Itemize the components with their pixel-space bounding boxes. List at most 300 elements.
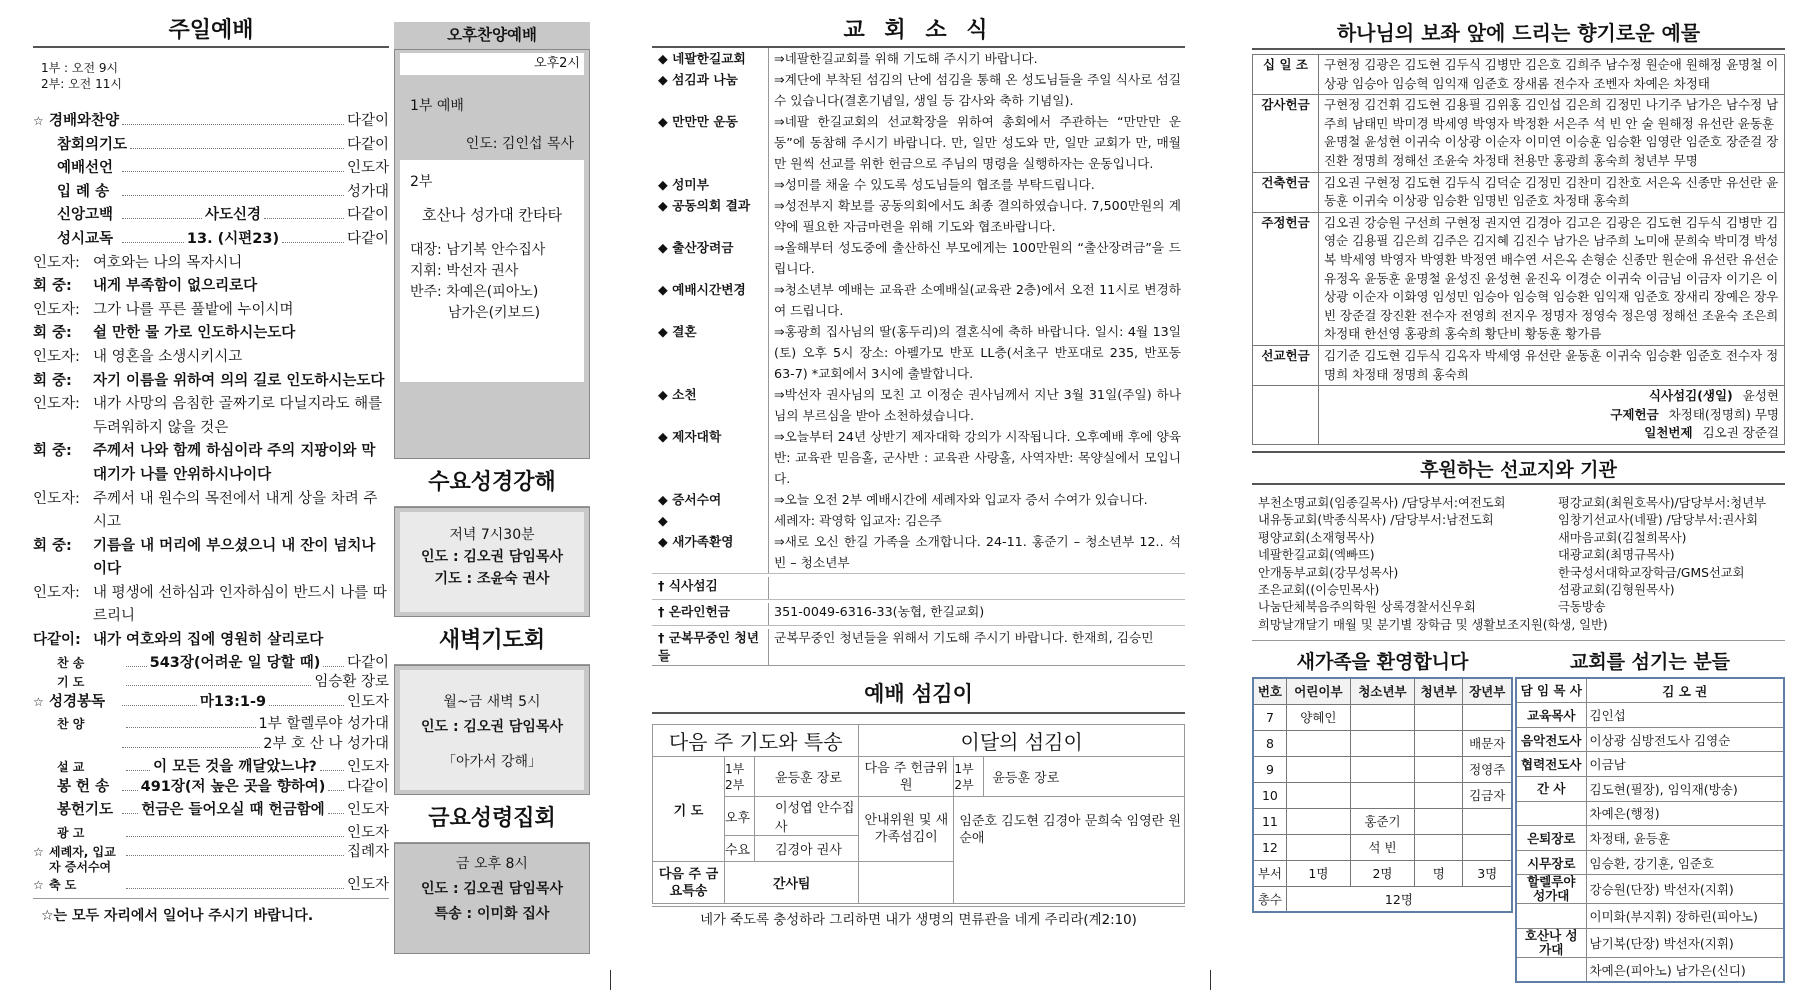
leader-dots <box>122 182 344 196</box>
worship-item-label: 신앙고백 <box>57 207 114 224</box>
worship-item-label: 세례자, 입교자 증서수여 <box>49 845 116 875</box>
worship-item-leader: 인도자 <box>346 877 389 894</box>
newcomers-cell: 11 <box>1253 808 1286 834</box>
news-item-label: ◆ 공동의회 결과 <box>652 195 769 237</box>
news-item-text: ⇒올해부터 성도중에 출산하신 부모에게는 100만원의 “출산장려금”을 드립니다. <box>774 240 1181 276</box>
leader-dots <box>282 229 344 243</box>
reading-text: 기름을 내 머리에 부으셨으니 내 잔이 넘치나이다 <box>93 537 376 578</box>
newcomers-row <box>1253 834 1512 860</box>
offering-names: 김오권 강승원 구선희 구현정 권지연 김경아 김고은 김광은 김도현 김두식 김병만 김영순 김용필 김은희 김주은 김지혜 김진수 남가은 남주희 노미애 문희숙 박미경 박성복 박세영 박영자 박영환 박정연 배수연 서은옥 손형순 신종만 원순애 유선란 유선순 유정옥 윤동훈 윤명철 윤성진 윤성현 윤진옥 이경순 이귀숙 이금님 이금자 이기은 이상광 이순자 이화영 임성민 임승아 임승혁 임승환 임익재 임준호 장새리 장예은 장우빈 장준걸 장진환 전수자 전영희 전지우 정명자 정영숙 정은영 정해선 조윤숙 조은희 차정태 한선영 홍광희 홍숙희 황단비 황동훈 황가름 <box>1319 212 1785 345</box>
servant-row <box>1516 727 1784 752</box>
reading-text: 쉴 만한 물 가로 인도하시는도다 <box>93 325 296 342</box>
part1-leader: 인도: 김인섭 목사 <box>465 136 574 152</box>
worship-item-detail: 543장(어려운 일 당할 때) <box>149 654 321 671</box>
reading-text: 내 평생에 선하심과 인자하심이 반드시 나를 따르리니 <box>93 584 387 625</box>
worship-item <box>33 204 389 228</box>
newcomers-cell <box>1350 782 1414 808</box>
worship-item-leader: 임승환 장로 <box>314 673 389 690</box>
reading-text: 그가 나를 푸른 풀밭에 누이시며 <box>93 301 294 318</box>
worship-item-leader: 인도자 <box>346 693 389 710</box>
leader-dots <box>122 111 344 125</box>
servant-row <box>1516 904 1784 929</box>
newcomers-cell: 양혜인 <box>1286 704 1350 730</box>
offering-title: 하나님의 보좌 앞에 드리는 향기로운 예물 <box>1252 16 1785 50</box>
worship-item-leader: 다같이 <box>346 778 390 795</box>
news-list <box>652 48 1185 666</box>
congregation-line <box>33 629 389 653</box>
news-item-text: ⇒박선자 권사님의 모친 고 이정순 권사님께서 지난 3월 31일(주일) 하나님의 부르심을 받아 소천하셨습니다. <box>774 387 1181 423</box>
servant-row <box>1516 752 1784 777</box>
prayer-pm-name: 이성엽 안수집사 <box>755 797 859 836</box>
servant-names: 김도현(필장), 임익재(방송) <box>1586 777 1784 802</box>
sunday-service-title: 주일예배 <box>33 14 389 48</box>
newcomers-cell: 홍준기 <box>1350 808 1414 834</box>
memory-verse: 네가 죽도록 충성하라 그리하면 내가 생명의 면류관을 네게 주리라(계2:10) <box>652 906 1185 928</box>
wednesday-title: 수요성경강해 <box>394 459 590 507</box>
news-item-text <box>769 577 1185 599</box>
side-services-column <box>394 0 590 954</box>
news-item <box>652 625 1185 665</box>
news-item <box>652 599 1185 625</box>
offering-extra-line <box>1324 424 1779 443</box>
offering-extra-label: 일천번제 <box>1644 425 1693 441</box>
worship-item-label: 축 도 <box>49 878 77 893</box>
newcomers-header: 청년부 <box>1415 678 1463 704</box>
wednesday-time: 저녁 7시30분 <box>449 527 535 543</box>
leader-line <box>33 393 389 440</box>
mission-row <box>1258 565 1785 582</box>
standing-mark: ☆ <box>33 845 44 860</box>
news-item-label: ◆ 증서수여 <box>652 489 769 510</box>
worship-item-leader: 인도자 <box>346 160 389 177</box>
worship-item <box>33 653 389 672</box>
offering-extra <box>1319 386 1785 445</box>
offering-category: 주정헌금 <box>1253 212 1319 345</box>
news-item <box>652 531 1185 573</box>
news-item-label: ◆ 만만만 운동 <box>652 111 769 174</box>
servant-role: 협력전도사 <box>1516 752 1586 777</box>
mission-item: 안개동부교회(강무성목사) <box>1258 565 1399 580</box>
news-item <box>652 111 1185 174</box>
news-item <box>652 174 1185 195</box>
leader-dots <box>328 800 344 814</box>
newcomers-cell <box>1350 756 1414 782</box>
servants-table <box>1515 677 1785 983</box>
offering-category: 십 일 조 <box>1253 55 1319 95</box>
missions-title: 후원하는 선교지와 기관 <box>1252 451 1785 485</box>
dawn-box <box>394 665 590 795</box>
servant-role <box>1516 904 1586 929</box>
congregation-line <box>33 322 389 346</box>
newcomers-cell: 1명 <box>1286 860 1350 886</box>
prayer-pm-label: 오후 <box>725 797 755 836</box>
leader-dots <box>122 158 344 172</box>
speaker: 인도자: <box>33 396 80 413</box>
newcomers-header: 장년부 <box>1463 678 1512 704</box>
newcomers-cell <box>1286 730 1350 756</box>
offering-extra-line <box>1324 387 1779 406</box>
servant-role: 교육목사 <box>1516 703 1586 728</box>
newcomers-cell <box>1415 834 1463 860</box>
mission-row <box>1258 582 1785 599</box>
servant-role: 시무장로 <box>1516 850 1586 875</box>
offering-category: 감사헌금 <box>1253 95 1319 172</box>
newcomers-cell: 명 <box>1415 860 1463 886</box>
worship-item <box>33 181 389 205</box>
reading-text: 내가 여호와의 집에 영원히 살리로다 <box>93 632 324 649</box>
news-item <box>652 510 1185 531</box>
worship-item-detail: 2부 호 산 나 성가대 <box>263 736 389 753</box>
offering-row <box>1253 345 1785 385</box>
leader-dots <box>122 734 260 748</box>
newcomers-cell: 12 <box>1253 834 1286 860</box>
serve-right-title: 이달의 섬김이 <box>859 725 1185 757</box>
standing-mark: ☆ <box>33 878 44 893</box>
news-item-label: ◆ 새가족환영 <box>652 531 769 573</box>
worship-item <box>33 823 389 842</box>
worship-item-detail: 491장(저 높은 곳을 향하여) <box>140 778 326 795</box>
newcomers-row <box>1253 860 1512 886</box>
speaker: 다같이: <box>33 632 81 649</box>
offering-extra-name: 윤성현 <box>1742 388 1779 404</box>
speaker: 인도자: <box>33 348 80 365</box>
servant-names: 김 오 권 <box>1586 678 1784 703</box>
news-item <box>652 237 1185 279</box>
afternoon-part2 <box>400 160 584 382</box>
mission-item: 임창기선교사(네팔) /담당부서:권사회 <box>1558 513 1758 528</box>
leader-dots <box>122 229 184 243</box>
worship-item-leader: 인도자 <box>346 825 389 842</box>
servant-row <box>1516 826 1784 851</box>
newcomers-cell <box>1415 704 1463 730</box>
part2-label: 2부 <box>410 174 433 190</box>
dawn-topic: 「아가서 강해」 <box>441 754 543 770</box>
reading-text: 내가 사망의 음침한 골짜기로 다닐지라도 해를 두려워하지 않을 것은 <box>93 396 383 436</box>
newcomers-cell: 석 빈 <box>1350 834 1414 860</box>
news-item-label: ◆ <box>652 510 769 531</box>
newcomers-header: 청소년부 <box>1350 678 1414 704</box>
prayer-wed-label: 수요 <box>725 836 755 862</box>
prayer-label: 기 도 <box>653 757 725 862</box>
sunday-service-column <box>33 0 389 925</box>
worship-item-leader: 다같이 <box>346 230 389 247</box>
leader-dots <box>269 692 344 706</box>
news-item <box>652 426 1185 489</box>
news-item-text: 351-0049-6316-33(농협, 한길교회) <box>774 604 985 619</box>
mission-item: 새마음교회(김철희목사) <box>1558 530 1687 545</box>
newcomers-header-row <box>1253 678 1512 704</box>
newcomers-cell <box>1415 808 1463 834</box>
mission-row <box>1258 599 1785 616</box>
afternoon-time: 오후2시 <box>400 53 584 75</box>
news-item-label: ◆ 출산장려금 <box>652 237 769 279</box>
leader-line <box>33 582 389 629</box>
news-item-label: ◆ 소천 <box>652 384 769 426</box>
wednesday-box <box>394 507 590 617</box>
offering-names: 김오권 구현정 김도현 김두식 김덕순 김정민 김찬미 김찬호 서은옥 신종만 유선란 윤동훈 이귀숙 이상광 임승환 임명빈 임준호 차정태 홍숙희 <box>1319 172 1785 212</box>
worship-item <box>33 134 389 158</box>
leader-dots <box>264 205 344 219</box>
standing-mark: ☆ <box>33 114 44 128</box>
newcomers-cell: 10 <box>1253 782 1286 808</box>
news-item <box>652 279 1185 321</box>
worship-item-detail: 이 모든 것을 깨달았느냐? <box>153 758 317 775</box>
servant-names: 임승환, 강기훈, 임준호 <box>1586 850 1784 875</box>
congregation-line <box>33 275 389 299</box>
news-item-text: ⇒오늘부터 24년 상반기 제자대학 강의가 시작됩니다. 오후예배 후에 양육반: 교육관 믿음홀, 군사반 : 교육관 사랑홀, 사역자반: 목양실에서 모입니다. <box>774 429 1181 486</box>
newcomers-row <box>1253 782 1512 808</box>
prayer-wed-name: 김경아 권사 <box>755 836 859 862</box>
news-column <box>652 0 1185 928</box>
news-item-text: ⇒네팔 한길교회의 선교확장을 위하여 총회에서 주관하는 “만만만 운동”에 동참해 주시기 바랍니다. 만, 일만 성도와 만, 일만 교회가 만, 매월 만 원씩 선교를 위한 헌금으로 주님의 명령을 실행하자는 운동입니다. <box>774 114 1181 171</box>
worship-item <box>33 799 389 823</box>
leader-dots <box>126 714 256 728</box>
newcomers-cell: 3명 <box>1463 860 1512 886</box>
worship-item-label: 찬 송 <box>57 655 85 670</box>
newcomers-cell: 9 <box>1253 756 1286 782</box>
speaker: 회 중: <box>33 278 72 295</box>
worship-item-label: 봉 헌 송 <box>57 778 110 795</box>
servant-role <box>1516 957 1586 982</box>
friday-title: 금요성령집회 <box>394 795 590 843</box>
mission-item: 부천소명교회(임종길목사) /담당부서:여전도회 <box>1258 495 1506 510</box>
offering-extra-line <box>1324 406 1779 425</box>
news-item-text: ⇒계단에 부착된 섬김의 난에 섬김을 통해 온 성도님들을 주일 식사로 섬길 수 있습니다(결혼기념일, 생일 등 감사와 축하 기념일). <box>774 72 1181 108</box>
servant-row <box>1516 801 1784 826</box>
servant-role <box>1516 801 1586 826</box>
part2-line-3: 반주: 차예은(피아노) <box>410 284 539 300</box>
mission-item: 나눔단체북음주의학원 상록경찰서신우회 <box>1258 600 1476 615</box>
reading-text: 내 영혼을 소생시키시고 <box>93 348 243 365</box>
offering-row <box>1253 95 1785 172</box>
guide-names: 임준호 김도현 김경아 문희숙 임영란 원순애 <box>954 797 1185 904</box>
bottom-tables <box>1252 647 1785 983</box>
speaker: 인도자: <box>33 490 80 507</box>
news-item-label: † 군복무중인 청년들 <box>652 629 769 665</box>
newcomers-total-row <box>1253 886 1512 912</box>
speaker: 회 중: <box>33 537 72 554</box>
offering-table <box>1252 54 1785 445</box>
offering-names: 구현정 김광은 김도현 김두식 김병만 김은호 김희주 남수정 원순애 원해정 윤명철 이상광 임승아 임승혁 임익재 임준호 장새롬 전수자 조벤자 차예은 차정태 <box>1319 55 1785 95</box>
offering-name: 윤등훈 장로 <box>984 757 1185 797</box>
newcomers-cell <box>1286 782 1350 808</box>
offering-extra-label: 식사섬김(생일) <box>1648 388 1733 404</box>
afternoon-header: 오후찬양예배 <box>394 22 590 49</box>
afternoon-box <box>394 49 590 459</box>
servant-names: 차예은(피아노) 남가은(신디) <box>1586 957 1784 982</box>
worship-item-leader: 집례자 <box>346 844 389 861</box>
newcomers-cell: 김금자 <box>1463 782 1512 808</box>
news-item <box>652 48 1185 69</box>
offering-category: 건축헌금 <box>1253 172 1319 212</box>
leader-line <box>33 252 389 276</box>
leader-dots <box>122 777 138 791</box>
servants-block <box>1515 647 1785 983</box>
leader-line <box>33 346 389 370</box>
servant-names: 이금남 <box>1586 752 1784 777</box>
speaker: 회 중: <box>33 372 72 389</box>
worship-item <box>33 776 389 800</box>
standing-mark: ☆ <box>33 694 44 709</box>
worship-item <box>33 228 389 252</box>
worship-item <box>33 733 389 757</box>
offering-extra-name: 차정태(정명희) 무명 <box>1668 406 1779 422</box>
news-item <box>652 69 1185 111</box>
leader-dots <box>122 692 197 706</box>
mission-item: 평강교회(최원호목사)/담당부서:청년부 <box>1558 495 1766 510</box>
leader-dots <box>320 757 344 771</box>
leader-dots <box>122 800 138 814</box>
servant-names: 강승원(단장) 박선자(지휘) <box>1586 875 1784 904</box>
news-item-text: ⇒홍광희 집사님의 딸(홍두리)의 결혼식에 축하 바랍니다. 일시: 4월 13일(토) 오후 5시 장소: 아펠가모 반포 LL층(서초구 반포대로 235, 반포동 63-7) *교회에서 3시에 출발합니다. <box>774 324 1181 381</box>
offering-label: 다음 주 헌금위원 <box>859 757 954 797</box>
worship-item <box>33 875 389 894</box>
leader-dots <box>126 823 344 837</box>
worship-item-leader: 다같이 <box>346 654 390 671</box>
newcomers-cell: 부서 <box>1253 860 1286 886</box>
servant-role: 간 사 <box>1516 777 1586 802</box>
leader-dots <box>130 135 344 149</box>
congregation-line <box>33 440 389 487</box>
news-item-text: ⇒성전부지 확보를 공동의회에서도 최종 결의하였습니다. 7,500만원의 계약에 필요한 자금마련을 위해 기도와 협조바랍니다. <box>774 198 1181 234</box>
worship-item <box>33 714 389 733</box>
reading-text: 주께서 나와 함께 하심이라 주의 지팡이와 막대기가 나를 안위하시나이다 <box>93 443 376 483</box>
news-item-text: ⇒청소년부 예배는 교육관 소예배실(교육관 2층)에서 오전 11시로 변경하여 드립니다. <box>774 282 1181 318</box>
servant-row <box>1516 703 1784 728</box>
leader-dots <box>126 757 150 771</box>
servant-row <box>1516 850 1784 875</box>
worship-item-label: 찬 양 <box>57 717 85 732</box>
dawn-title: 새벽기도회 <box>394 617 590 665</box>
offering-parts: 1부 2부 <box>954 757 984 797</box>
special-name: 간사팀 <box>725 862 859 904</box>
part2-line-1: 대장: 남기복 안수집사 <box>410 242 546 258</box>
newcomers-cell <box>1415 756 1463 782</box>
offering-column <box>1252 0 1785 983</box>
news-item-label: ◆ 네팔한길교회 <box>652 48 769 69</box>
mission-item: 조은교회((이승민목사) <box>1258 582 1380 597</box>
newcomers-cell <box>1286 808 1350 834</box>
offering-category: 선교헌금 <box>1253 345 1319 385</box>
offering-extra-label: 구제헌금 <box>1610 406 1659 422</box>
leader-dots <box>126 875 344 889</box>
reading-text: 자기 이름을 위하여 의의 길로 인도하시는도다 <box>93 372 385 389</box>
news-item-label: ◆ 성미부 <box>652 174 769 195</box>
missions-list <box>1252 485 1785 641</box>
mission-item: 희망날개달기 매월 및 분기별 장학금 및 생활보조지원(학생, 일반) <box>1258 617 1608 632</box>
worship-item-label: 입 례 송 <box>57 183 110 200</box>
prayer-parts: 1부 2부 <box>725 757 755 797</box>
worship-item-detail: 사도신경 <box>204 207 261 224</box>
newcomers-cell: 정영주 <box>1463 756 1512 782</box>
news-item-text: ⇒성미를 채울 수 있도록 성도님들의 협조를 부탁드립니다. <box>774 177 1095 192</box>
mission-row <box>1258 547 1785 564</box>
worship-item <box>33 157 389 181</box>
worship-item-leader: 인도자 <box>346 802 390 819</box>
service-times <box>33 48 389 100</box>
worship-item-detail: 마13:1-9 <box>199 693 267 710</box>
reading-text: 여호와는 나의 목자시니 <box>93 254 243 271</box>
worship-item <box>33 672 389 691</box>
leader-dots <box>122 205 202 219</box>
dawn-time: 월~금 새벽 5시 <box>443 694 541 710</box>
newcomers-row <box>1253 730 1512 756</box>
part2-line-4: 남가은(키보드) <box>448 305 541 321</box>
offering-names: 김기준 김도현 김두식 김옥자 박세영 유선란 윤동훈 이귀숙 임승환 임준호 전수자 정명희 차정태 정명희 홍숙희 <box>1319 345 1785 385</box>
worship-item-label: 성시교독 <box>57 230 114 247</box>
offering-extra-name: 김오권 장준걸 <box>1702 425 1779 441</box>
newcomers-row <box>1253 704 1512 730</box>
newcomers-title: 새가족을 환영합니다 <box>1296 651 1469 674</box>
servant-row <box>1516 957 1784 982</box>
worship-item-label: 참회의기도 <box>57 136 128 153</box>
order-of-worship-part1 <box>33 100 389 252</box>
worship-item-label: 광 고 <box>57 826 85 841</box>
news-item-text: ⇒네팔한길교회를 위해 기도해 주시기 바랍니다. <box>774 51 1038 66</box>
servant-row <box>1516 928 1784 957</box>
news-item <box>652 321 1185 384</box>
mission-item <box>1608 617 1795 634</box>
newcomers-cell: 7 <box>1253 704 1286 730</box>
congregation-line <box>33 370 389 394</box>
newcomers-cell: 배문자 <box>1463 730 1512 756</box>
news-item <box>652 489 1185 510</box>
mission-row <box>1258 530 1785 547</box>
newcomers-cell <box>1415 730 1463 756</box>
servant-row <box>1516 678 1784 703</box>
part1-label: 1부 예배 <box>410 98 464 114</box>
serve-title: 예배 섬김이 <box>652 674 1185 714</box>
newcomers-block <box>1252 647 1513 983</box>
worship-item-leader: 다같이 <box>346 113 389 129</box>
standing-note: ☆는 모두 자리에서 일어나 주시기 바랍니다. <box>33 898 389 925</box>
worship-item-label: 기 도 <box>57 674 85 689</box>
worship-item-label: 성경봉독 <box>49 693 106 710</box>
news-item-text: 세례자: 곽영학 입교자: 김은주 <box>774 513 942 528</box>
mission-row <box>1258 495 1785 512</box>
news-item-label: ◆ 예배시간변경 <box>652 279 769 321</box>
special-label: 다음 주 금요특송 <box>653 862 725 904</box>
worship-item-label: 설 교 <box>57 759 85 774</box>
servant-names: 차예은(행정) <box>1586 801 1784 826</box>
friday-box <box>394 843 590 954</box>
newcomers-cell <box>1463 808 1512 834</box>
servant-role: 음악전도사 <box>1516 727 1586 752</box>
newcomers-cell <box>1463 704 1512 730</box>
worship-item-label: 경배와찬양 <box>49 113 120 129</box>
worship-item-label: 예배선언 <box>57 160 114 177</box>
newcomers-total: 12명 <box>1286 886 1512 912</box>
leader-dots <box>328 777 344 791</box>
serve-left-title: 다음 주 기도와 특송 <box>653 725 859 757</box>
servant-role: 호산나 성가대 <box>1516 928 1586 957</box>
mission-item: 섬광교회(김형원목사) <box>1558 582 1675 597</box>
offering-row <box>1253 172 1785 212</box>
part2-line-2: 지휘: 박선자 권사 <box>410 263 519 279</box>
service-time-1: 1부 : 오전 9시 <box>41 61 119 75</box>
worship-item <box>33 691 389 715</box>
news-item-label: † 식사섬김 <box>652 577 769 599</box>
newcomers-header: 어린이부 <box>1286 678 1350 704</box>
servant-row <box>1516 875 1784 904</box>
news-item-label: ◆ 제자대학 <box>652 426 769 489</box>
mission-item: 평양교회(소재형목사) <box>1258 530 1375 545</box>
newcomers-cell: 2명 <box>1350 860 1414 886</box>
leader-dots <box>126 672 311 686</box>
cantata-title: 호산나 성가대 칸타타 <box>422 206 562 224</box>
offering-names: 구현정 김건휘 김도현 김용필 김위홍 김인섭 김은희 김정민 나기주 남가은 남수정 남주희 남태민 박미경 박세영 박영자 박정환 서은주 석 빈 안 술 원해정 유선란 윤동훈 윤명철 윤성현 이귀숙 이상광 이순자 이미연 이승훈 임승환 임영란 임준호 장준걸 장진환 정명희 정해선 조윤숙 차정태 천용만 홍광희 홍숙희 청년부 무명 <box>1319 95 1785 172</box>
congregation-line <box>33 535 389 582</box>
